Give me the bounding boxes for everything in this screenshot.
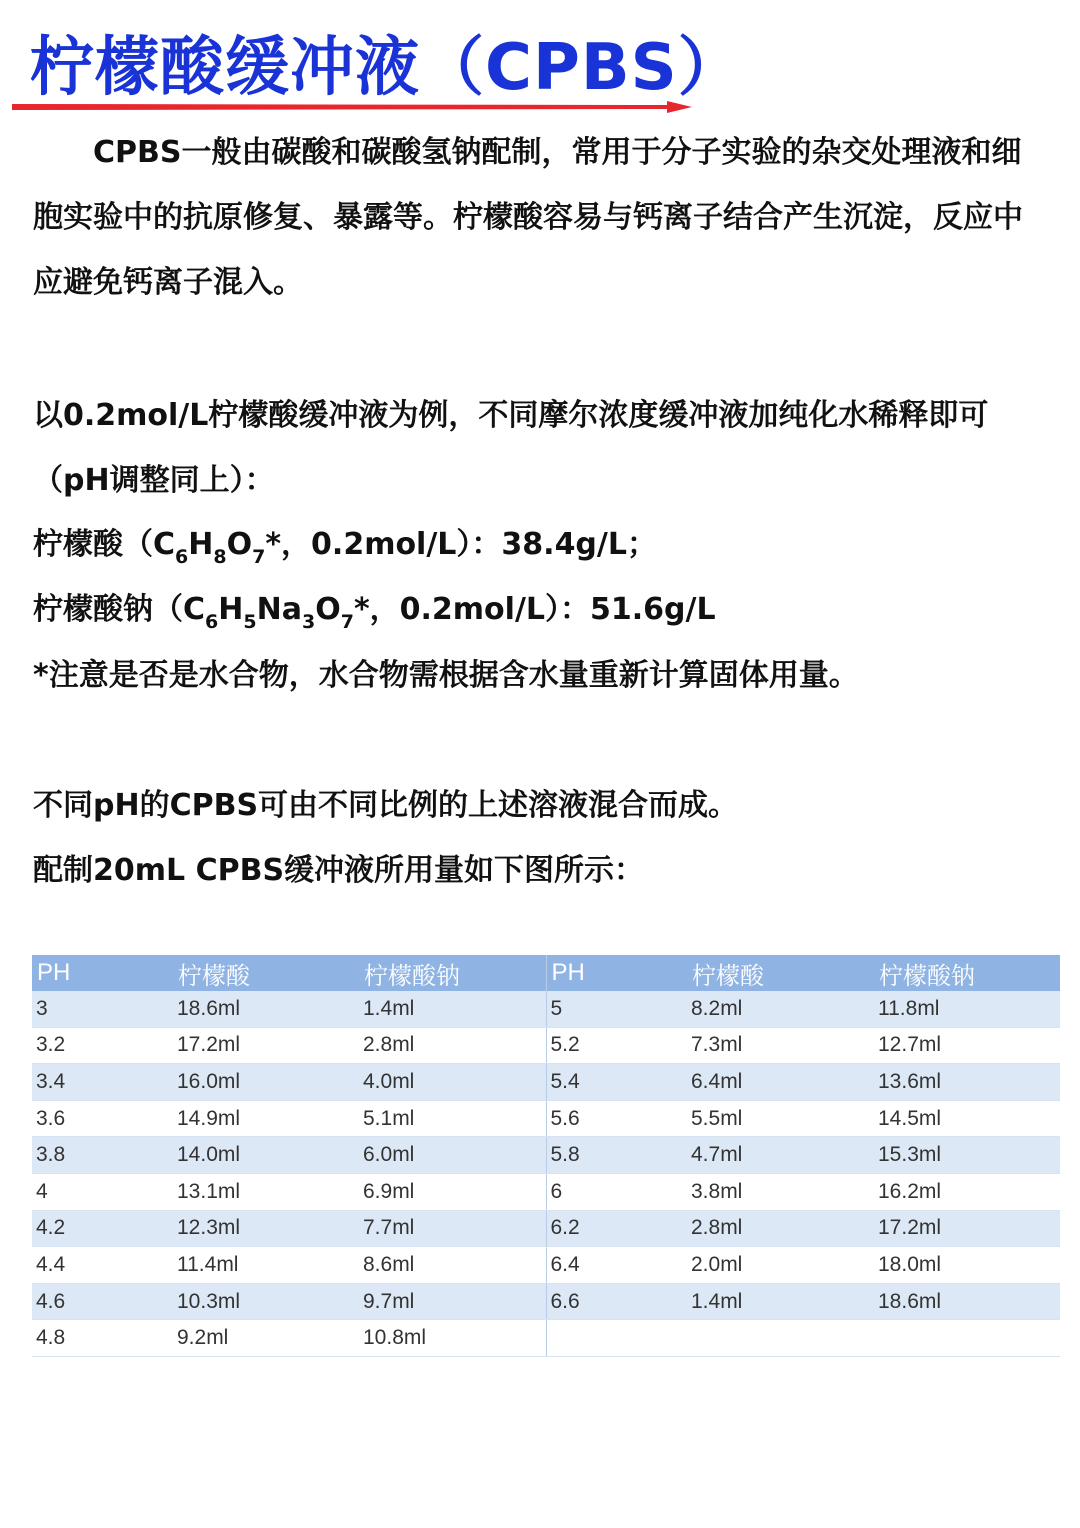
header-sodium-citrate: 柠檬酸钠 (874, 955, 1060, 991)
cell-sodium-citrate (874, 1320, 1060, 1357)
stock-paragraph: 以0.2mol/L柠檬酸缓冲液为例，不同摩尔浓度缓冲液加纯化水稀释即可（pH调整同上）： (33, 398, 989, 498)
citric-acid-line: 柠檬酸（$C_6H_8O_7*$，0.2mol/L）：38.4g/L； (33, 527, 657, 568)
header-ph: PH (32, 955, 173, 991)
cell-sodium-citrate: 4.0ml (359, 1064, 546, 1101)
cell-citric-acid: 2.8ml (687, 1210, 874, 1247)
table-row (32, 1210, 1060, 1247)
table-row (32, 1064, 1060, 1101)
cell-sodium-citrate: 9.7ml (359, 1283, 546, 1320)
cell-sodium-citrate: 18.6ml (874, 1283, 1060, 1320)
cell-ph: 5.4 (546, 1064, 687, 1101)
header-citric-acid: 柠檬酸 (173, 955, 359, 991)
cell-citric-acid: 7.3ml (687, 1027, 874, 1064)
cell-ph: 5.8 (546, 1137, 687, 1174)
cell-citric-acid: 5.5ml (687, 1100, 874, 1137)
table-row (32, 1247, 1060, 1284)
table-row (32, 1100, 1060, 1137)
cell-citric-acid: 4.7ml (687, 1137, 874, 1174)
cell-citric-acid: 12.3ml (173, 1210, 359, 1247)
cell-sodium-citrate: 11.8ml (874, 991, 1060, 1027)
cell-sodium-citrate: 8.6ml (359, 1247, 546, 1284)
cell-citric-acid: 6.4ml (687, 1064, 874, 1101)
intro-paragraph: CPBS一般由碳酸和碳酸氢钠配制，常用于分子实验的杂交处理液和细胞实验中的抗原修复、暴露等。柠檬酸容易与钙离子结合产生沉淀，反应中应避免钙离子混入。 (33, 135, 1023, 300)
table-row (32, 1173, 1060, 1210)
cell-citric-acid: 8.2ml (687, 991, 874, 1027)
cell-citric-acid: 10.3ml (173, 1283, 359, 1320)
cell-citric-acid: 14.9ml (173, 1100, 359, 1137)
header-sodium-citrate: 柠檬酸钠 (359, 955, 546, 991)
cell-ph: 4.4 (32, 1247, 173, 1284)
cell-citric-acid: 2.0ml (687, 1247, 874, 1284)
cell-sodium-citrate: 14.5ml (874, 1100, 1060, 1137)
cell-sodium-citrate: 1.4ml (359, 991, 546, 1027)
mix-line-2: 配制20mL CPBS缓冲液所用量如下图所示： (33, 853, 645, 888)
cell-sodium-citrate: 7.7ml (359, 1210, 546, 1247)
cell-ph: 5 (546, 991, 687, 1027)
cell-citric-acid: 16.0ml (173, 1064, 359, 1101)
cell-ph: 4 (32, 1173, 173, 1210)
cell-ph: 6.6 (546, 1283, 687, 1320)
cell-ph: 3.2 (32, 1027, 173, 1064)
cpbs-recipe-table (32, 955, 1060, 1357)
cell-citric-acid: 14.0ml (173, 1137, 359, 1174)
table-header-row (32, 955, 1060, 991)
cell-citric-acid: 17.2ml (173, 1027, 359, 1064)
cell-ph: 4.2 (32, 1210, 173, 1247)
cell-ph: 5.2 (546, 1027, 687, 1064)
title-underline-arrow (12, 100, 692, 114)
cell-citric-acid: 1.4ml (687, 1283, 874, 1320)
hydrate-note: *注意是否是水合物，水合物需根据含水量重新计算固体用量。 (33, 658, 859, 693)
cell-ph: 6 (546, 1173, 687, 1210)
cell-ph: 5.6 (546, 1100, 687, 1137)
mix-line-1: 不同pH的CPBS可由不同比例的上述溶液混合而成。 (33, 788, 739, 823)
cell-ph: 3.4 (32, 1064, 173, 1101)
cell-citric-acid: 18.6ml (173, 991, 359, 1027)
cell-citric-acid: 3.8ml (687, 1173, 874, 1210)
table-row (32, 991, 1060, 1027)
table-row (32, 1320, 1060, 1357)
cell-ph: 3.6 (32, 1100, 173, 1137)
cell-sodium-citrate: 15.3ml (874, 1137, 1060, 1174)
cell-sodium-citrate: 12.7ml (874, 1027, 1060, 1064)
cell-sodium-citrate: 13.6ml (874, 1064, 1060, 1101)
cell-sodium-citrate: 6.9ml (359, 1173, 546, 1210)
cell-sodium-citrate: 5.1ml (359, 1100, 546, 1137)
cell-sodium-citrate: 18.0ml (874, 1247, 1060, 1284)
cell-ph: 6.4 (546, 1247, 687, 1284)
table-row (32, 1137, 1060, 1174)
cell-sodium-citrate: 2.8ml (359, 1027, 546, 1064)
header-citric-acid: 柠檬酸 (687, 955, 874, 991)
cell-citric-acid: 11.4ml (173, 1247, 359, 1284)
page-title: 柠檬酸缓冲液（CPBS） (30, 31, 743, 105)
cell-citric-acid: 9.2ml (173, 1320, 359, 1357)
cell-ph: 6.2 (546, 1210, 687, 1247)
table-row (32, 1027, 1060, 1064)
table-row (32, 1283, 1060, 1320)
cell-sodium-citrate: 6.0ml (359, 1137, 546, 1174)
cell-citric-acid (687, 1320, 874, 1357)
cell-ph (546, 1320, 687, 1357)
cell-sodium-citrate: 10.8ml (359, 1320, 546, 1357)
cell-ph: 3 (32, 991, 173, 1027)
sodium-citrate-line: 柠檬酸钠（$C_6H_5Na_3O_7*$，0.2mol/L）：51.6g/L (33, 592, 716, 633)
cell-ph: 4.6 (32, 1283, 173, 1320)
cell-citric-acid: 13.1ml (173, 1173, 359, 1210)
cell-sodium-citrate: 17.2ml (874, 1210, 1060, 1247)
cell-ph: 3.8 (32, 1137, 173, 1174)
header-ph: PH (546, 955, 687, 991)
cell-ph: 4.8 (32, 1320, 173, 1357)
cell-sodium-citrate: 16.2ml (874, 1173, 1060, 1210)
